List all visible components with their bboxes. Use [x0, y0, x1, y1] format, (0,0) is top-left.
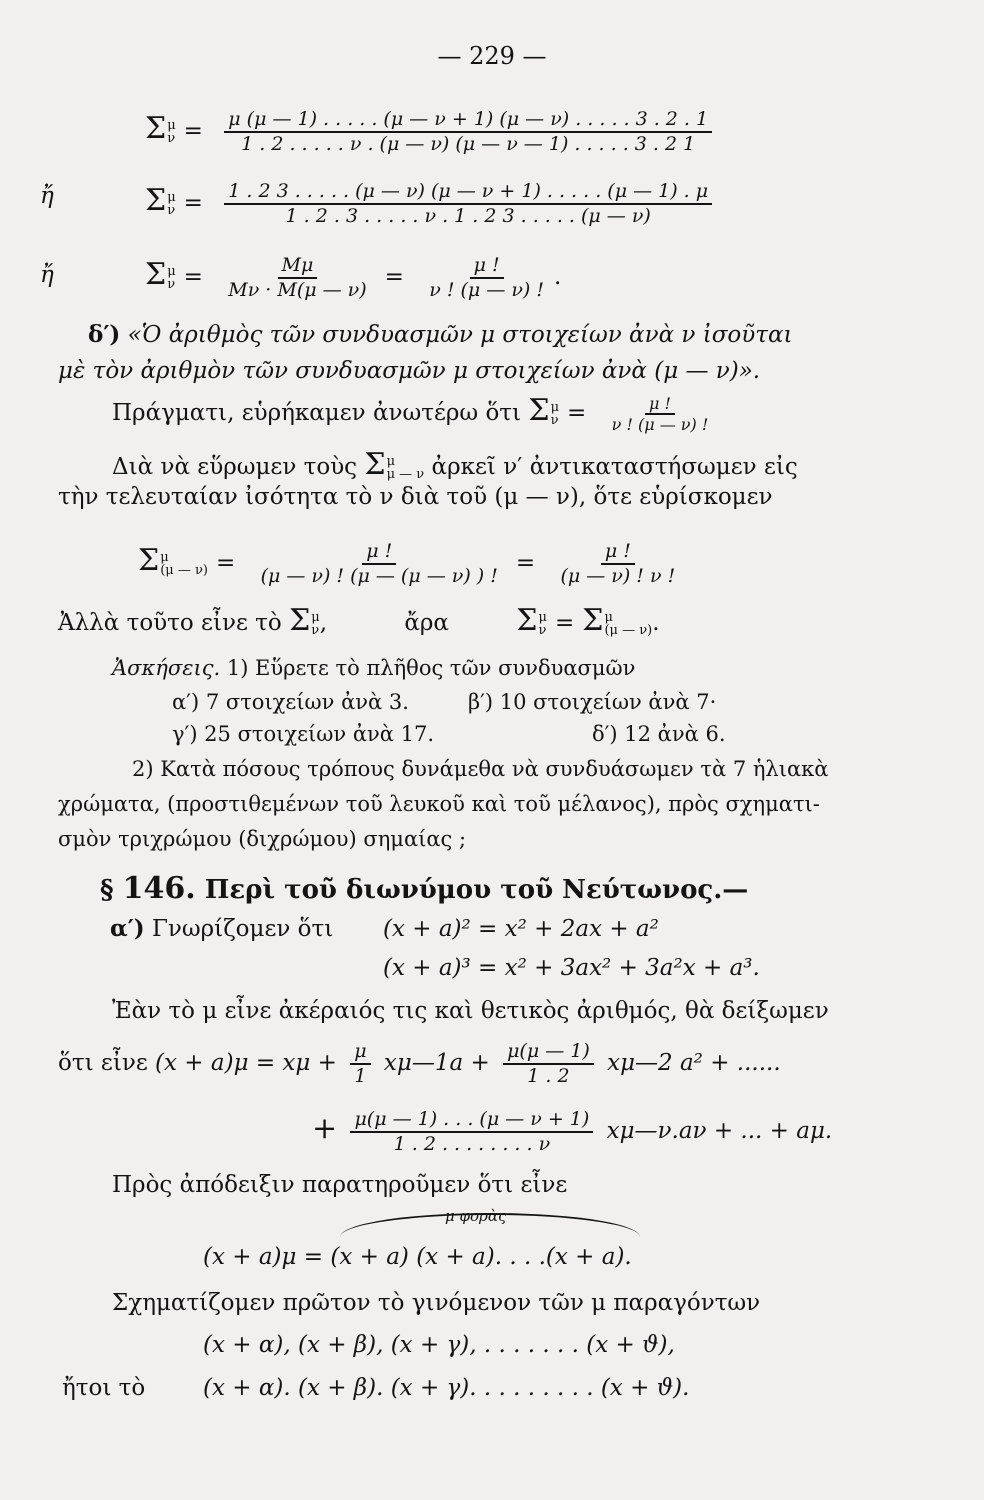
product-formula: (x + a)μ = (x + a) (x + a). . . .(x + a). — [203, 1244, 632, 1270]
fraction: $\frac{\mu (\mu — 1) . . . . . (\mu — \nu + 1) (\mu — \nu) . . . . . 3 . 2 . 1}{1 . 2 . . . . . \nu . (\mu — \nu) (\mu — \nu — 1) . . . . . 3 . 2 1}$ — [224, 108, 712, 156]
indeed-line: Πράγματι, εὑρήκαμεν ἀνωτέρω ὅτι Σ μ ν = $\frac{\mu !}{\nu ! (\mu — \nu) !}$ — [112, 393, 709, 435]
sigma-symbol: Σ — [145, 256, 167, 292]
sub: ν — [167, 130, 176, 146]
factors-product: (x + α). (x + β). (x + γ). . . . . . . . . (x + ϑ). — [203, 1375, 690, 1401]
factors-list: (x + α), (x + β), (x + γ), . . . . . . . (x + ϑ), — [203, 1332, 675, 1358]
equation-2: Σ μ ν = $\frac{1 . 2 3 . . . . . (\mu — \nu) (\mu — \nu + 1) . . . . . (\mu — 1) . \mu}{1 . 2 . 3 . . . . . \nu . 1 . 2 3 . . . . . (\mu — \nu)}$ — [145, 180, 718, 228]
conclusion-line: Ἀλλὰ τοῦτο εἶνε τὸ Σ μ ν , ἄρα Σ μ ν = Σ μ (μ — ν) . — [58, 603, 660, 638]
equation-4: Σ μ (μ — ν) = $\frac{\mu !}{(\mu — \nu) ! (\mu — (\mu — \nu) ) !}$ = $\frac{\mu !}{(\mu — \nu) ! \nu !}$ — [138, 540, 676, 587]
exercise-2-line-3: σμὸν τριχρώμου (διχρώμου) σημαίας ; — [58, 827, 467, 851]
eta-label: ἤ — [40, 183, 54, 209]
fraction: $\frac{\mu !}{\nu ! (\mu — \nu) !}$ — [429, 254, 544, 301]
page-number: — 229 — — [437, 42, 547, 70]
fraction: $\frac{M\mu}{M\nu \cdot M(\mu — \nu)}$ — [228, 254, 367, 301]
itoi-label: ἤτοι τὸ — [62, 1375, 146, 1401]
sigma-symbol: Σ — [145, 182, 167, 218]
sigma-symbol: Σ — [145, 110, 167, 146]
exercise-d: δ′) 12 ἀνὰ 6. — [592, 722, 726, 746]
sigma-scripts: μ ν — [167, 189, 176, 218]
eta-label: ἤ — [40, 262, 54, 288]
exercise-2-line-2: χρώματα, (προστιθεμένων τοῦ λευκοῦ καὶ τοῦ μέλανος), πρὸς σχηματι- — [58, 792, 820, 816]
brace-label: μ φορὰς — [445, 1207, 507, 1225]
section-heading: § 146. Περὶ τοῦ διωνύμου τοῦ Νεύτωνος.— — [100, 871, 749, 906]
exercise-2-line-1: 2) Κατὰ πόσους τρόπους δυνάμεθα νὰ συνδυάσωμεν τὰ 7 ἡλιακὰ — [132, 757, 829, 781]
to-find-line-2: τὴν τελευταίαν ἰσότητα τὸ ν διὰ τοῦ (μ — ν), ὅτε εὑρίσκομεν — [58, 484, 773, 510]
equation-1: Σ μ ν = $\frac{\mu (\mu — 1) . . . . . (\mu — \nu + 1) (\mu — \nu) . . . . . 3 . 2 . 1}{1 . 2 . . . . . \nu . (\mu — \nu) (\mu — \nu — 1) . . . . . 3 . 2 1}$ — [145, 108, 718, 156]
exercise-c: γ′) 25 στοιχείων ἀνὰ 17. — [172, 722, 435, 746]
fraction: $\frac{1 . 2 3 . . . . . (\mu — \nu) (\mu — \nu + 1) . . . . . (\mu — 1) . \mu}{1 . 2 . 3 . . . . . \nu . 1 . 2 3 . . . . . (\mu — \nu)}$ — [224, 180, 712, 228]
exercises-heading: Ἀσκήσεις. 1) Εὕρετε τὸ πλῆθος τῶν συνδυασμῶν — [112, 656, 636, 680]
equation-3: Σ μ ν = $\frac{M\mu}{M\nu \cdot M(\mu — \nu)}$ = $\frac{\mu !}{\nu ! (\mu — \nu) !}$ . — [145, 254, 562, 301]
sigma-scripts — [167, 119, 175, 145]
proof-line: Πρὸς ἀπόδειξιν παρατηροῦμεν ὅτι εἶνε — [112, 1172, 568, 1198]
overbrace — [340, 1213, 640, 1237]
exercise-b: β′) 10 στοιχείων ἀνὰ 7· — [468, 690, 717, 714]
formula-square: (x + a)² = x² + 2ax + a² — [383, 916, 659, 942]
formula-cube: (x + a)³ = x² + 3ax² + 3a²x + a³. — [383, 955, 760, 981]
sup: μ — [167, 117, 176, 133]
delta-paragraph-line-2: μὲ τὸν ἀριθμὸν τῶν συνδυασμῶν μ στοιχείων ἀνὰ (μ — ν)». — [58, 358, 761, 384]
binomial-line-2: + $\frac{\mu(\mu — 1) . . . (\mu — \nu + 1)}{1 . 2 . . . . . . . . \nu}$ xμ—ν.aν + ... + aμ. — [312, 1108, 833, 1155]
binomial-line-1: ὅτι εἶνε (x + a)μ = xμ + $\frac{\mu}{1}$ xμ—1a + $\frac{\mu(\mu — 1)}{1 . 2}$ xμ—2 a² + ...... — [58, 1040, 781, 1087]
delta-paragraph-line-1: δ′) «Ὁ ἀριθμὸς τῶν συνδυασμῶν μ στοιχείων ἀνὰ ν ἰσοῦται — [88, 321, 793, 348]
to-find-line-1: Διὰ νὰ εὕρωμεν τοὺς Σ μ μ — ν ἀρκεῖ ν′ ἀντικαταστήσωμεν εἰς — [112, 447, 798, 482]
exercise-a: α′) 7 στοιχείων ἀνὰ 3. — [172, 690, 409, 714]
form-line: Σχηματίζομεν πρῶτον τὸ γινόμενον τῶν μ παραγόντων — [112, 1290, 761, 1316]
if-line: Ἐὰν τὸ μ εἶνε ἀκέραιός τις καὶ θετικὸς ἀριθμός, θὰ δείξωμεν — [112, 998, 829, 1024]
alpha-line: α′) Γνωρίζομεν ὅτι — [110, 915, 334, 942]
